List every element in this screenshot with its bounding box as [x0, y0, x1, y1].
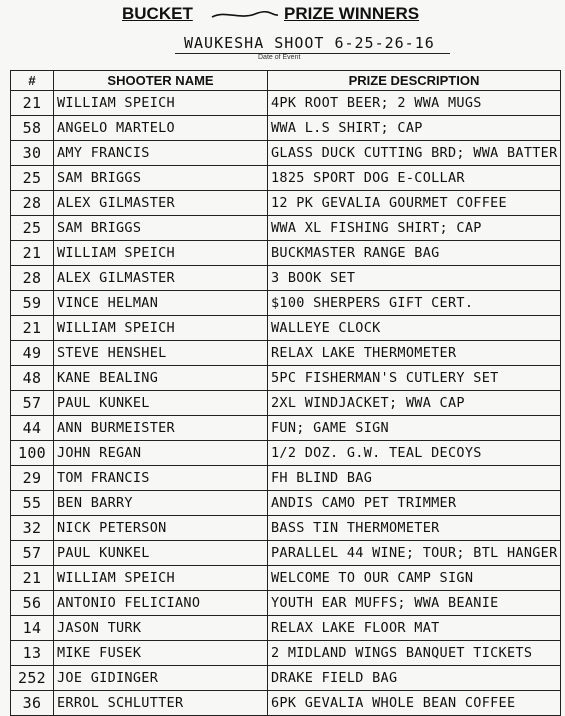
cell-shooter-name: AMY FRANCIS [54, 141, 268, 166]
title-prize-winners: PRIZE WINNERS [284, 4, 420, 23]
cell-prize-description: WWA XL FISHING SHIRT; CAP [268, 216, 561, 241]
cell-shooter-number: 13 [11, 641, 54, 666]
cell-shooter-number: 59 [11, 291, 54, 316]
table-row [11, 316, 561, 341]
cell-shooter-number: 21 [11, 316, 54, 341]
cell-prize-description: 2 MIDLAND WINGS BANQUET TICKETS [268, 641, 561, 666]
cell-prize-description: YOUTH EAR MUFFS; WWA BEANIE [268, 591, 561, 616]
cell-shooter-number: 56 [11, 591, 54, 616]
table-row [11, 166, 561, 191]
cell-shooter-name: MIKE FUSEK [54, 641, 268, 666]
cell-shooter-number: 14 [11, 616, 54, 641]
cell-shooter-name: TOM FRANCIS [54, 466, 268, 491]
cell-prize-description: WELCOME TO OUR CAMP SIGN [268, 566, 561, 591]
cell-prize-description: 5PC FISHERMAN'S CUTLERY SET [268, 366, 561, 391]
cell-prize-description: ANDIS CAMO PET TRIMMER [268, 491, 561, 516]
table-row [11, 116, 561, 141]
event-caption: Date of Event [258, 54, 301, 61]
cell-prize-description: BUCKMASTER RANGE BAG [268, 241, 561, 266]
cell-prize-description: FUN; GAME SIGN [268, 416, 561, 441]
cell-shooter-name: ALEX GILMASTER [54, 266, 268, 291]
table-row [11, 141, 561, 166]
cell-shooter-number: 21 [11, 91, 54, 116]
cell-shooter-name: WILLIAM SPEICH [54, 241, 268, 266]
cell-shooter-name: PAUL KUNKEL [54, 391, 268, 416]
cell-shooter-name: VINCE HELMAN [54, 291, 268, 316]
cell-prize-description: 4PK ROOT BEER; 2 WWA MUGS [268, 91, 561, 116]
cell-shooter-name: WILLIAM SPEICH [54, 566, 268, 591]
cell-shooter-name: ANTONIO FELICIANO [54, 591, 268, 616]
table-row [11, 91, 561, 116]
cell-shooter-number: 30 [11, 141, 54, 166]
table-row [11, 391, 561, 416]
cell-prize-description: FH BLIND BAG [268, 466, 561, 491]
table-row [11, 241, 561, 266]
table-row [11, 416, 561, 441]
cell-prize-description: 6PK GEVALIA WHOLE BEAN COFFEE [268, 691, 561, 716]
cell-shooter-name: PAUL KUNKEL [54, 541, 268, 566]
cell-shooter-number: 28 [11, 266, 54, 291]
cell-shooter-name: ANN BURMEISTER [54, 416, 268, 441]
cell-shooter-name: ANGELO MARTELO [54, 116, 268, 141]
cell-shooter-name: NICK PETERSON [54, 516, 268, 541]
table-row [11, 341, 561, 366]
column-header-prize-description: PRIZE DESCRIPTION [268, 71, 561, 91]
cell-shooter-name: KANE BEALING [54, 366, 268, 391]
column-header-number: # [11, 71, 54, 91]
cell-shooter-number: 32 [11, 516, 54, 541]
cell-shooter-name: WILLIAM SPEICH [54, 91, 268, 116]
title-bucket: BUCKET [122, 4, 193, 23]
table-header-row [11, 71, 561, 91]
event-name: WAUKESHA SHOOT 6-25-26-16 [184, 34, 435, 52]
table-row [11, 641, 561, 666]
cell-shooter-number: 28 [11, 191, 54, 216]
table-row [11, 216, 561, 241]
cell-shooter-name: BEN BARRY [54, 491, 268, 516]
column-header-shooter-name: SHOOTER NAME [54, 71, 268, 91]
cell-prize-description: 1825 SPORT DOG E-COLLAR [268, 166, 561, 191]
cell-shooter-name: ERROL SCHLUTTER [54, 691, 268, 716]
table-row [11, 266, 561, 291]
cell-shooter-number: 100 [11, 441, 54, 466]
cell-shooter-number: 57 [11, 391, 54, 416]
table-row [11, 591, 561, 616]
cell-shooter-name: SAM BRIGGS [54, 166, 268, 191]
cell-shooter-number: 48 [11, 366, 54, 391]
cell-prize-description: BASS TIN THERMOMETER [268, 516, 561, 541]
table-row [11, 491, 561, 516]
table-row [11, 566, 561, 591]
cell-shooter-number: 58 [11, 116, 54, 141]
table-row [11, 616, 561, 641]
cell-prize-description: RELAX LAKE THERMOMETER [268, 341, 561, 366]
cell-shooter-number: 252 [11, 666, 54, 691]
cell-shooter-name: JOE GIDINGER [54, 666, 268, 691]
squiggle-dash-icon [210, 8, 280, 22]
table-row [11, 441, 561, 466]
cell-prize-description: 2XL WINDJACKET; WWA CAP [268, 391, 561, 416]
event-underline [175, 53, 450, 54]
cell-prize-description: RELAX LAKE FLOOR MAT [268, 616, 561, 641]
cell-prize-description: $100 SHERPERS GIFT CERT. [268, 291, 561, 316]
cell-prize-description: WWA L.S SHIRT; CAP [268, 116, 561, 141]
cell-prize-description: PARALLEL 44 WINE; TOUR; BTL HANGER [268, 541, 561, 566]
table-row [11, 516, 561, 541]
prize-table [10, 70, 561, 716]
table-row [11, 366, 561, 391]
cell-shooter-number: 57 [11, 541, 54, 566]
cell-prize-description: 12 PK GEVALIA GOURMET COFFEE [268, 191, 561, 216]
cell-prize-description: GLASS DUCK CUTTING BRD; WWA BATTER [268, 141, 561, 166]
cell-prize-description: 3 BOOK SET [268, 266, 561, 291]
cell-shooter-name: SAM BRIGGS [54, 216, 268, 241]
cell-shooter-number: 21 [11, 241, 54, 266]
table-row [11, 291, 561, 316]
table-row [11, 691, 561, 716]
table-row [11, 541, 561, 566]
cell-shooter-number: 44 [11, 416, 54, 441]
cell-shooter-number: 25 [11, 216, 54, 241]
cell-shooter-name: ALEX GILMASTER [54, 191, 268, 216]
table-row [11, 191, 561, 216]
cell-shooter-name: WILLIAM SPEICH [54, 316, 268, 341]
cell-prize-description: 1/2 DOZ. G.W. TEAL DECOYS [268, 441, 561, 466]
cell-shooter-number: 25 [11, 166, 54, 191]
cell-shooter-number: 36 [11, 691, 54, 716]
table-row [11, 466, 561, 491]
cell-prize-description: WALLEYE CLOCK [268, 316, 561, 341]
cell-shooter-number: 21 [11, 566, 54, 591]
table-row [11, 666, 561, 691]
cell-shooter-name: JASON TURK [54, 616, 268, 641]
cell-shooter-name: JOHN REGAN [54, 441, 268, 466]
cell-shooter-number: 29 [11, 466, 54, 491]
cell-prize-description: DRAKE FIELD BAG [268, 666, 561, 691]
cell-shooter-name: STEVE HENSHEL [54, 341, 268, 366]
cell-shooter-number: 55 [11, 491, 54, 516]
page-title [0, 2, 565, 28]
cell-shooter-number: 49 [11, 341, 54, 366]
